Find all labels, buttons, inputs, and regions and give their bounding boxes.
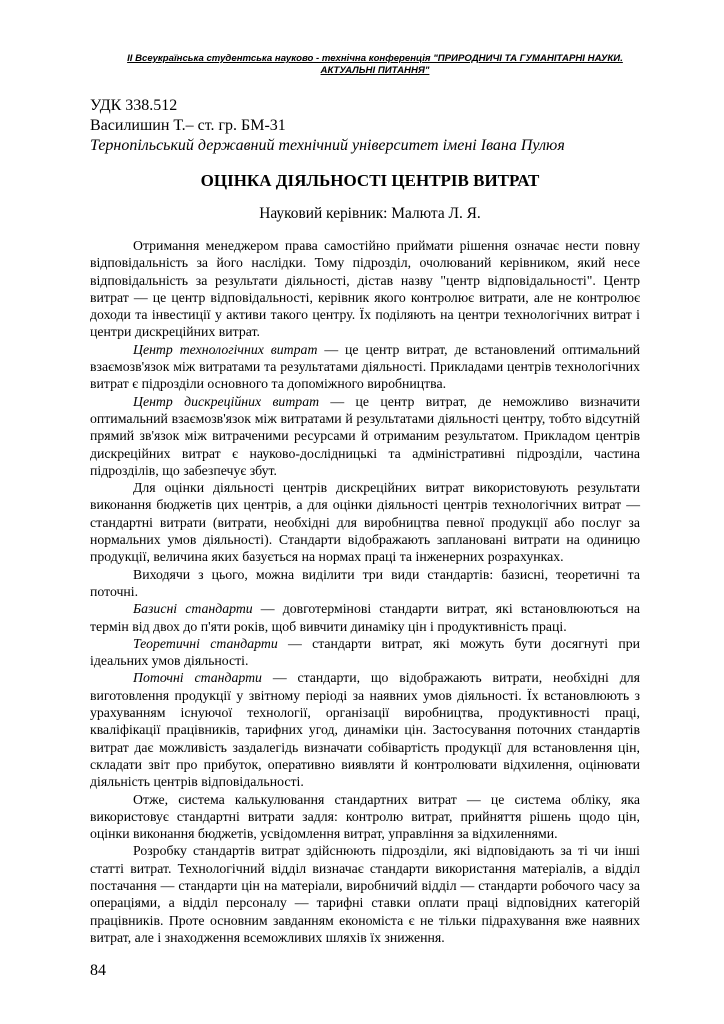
paragraph (90, 393, 640, 479)
paragraph (90, 842, 640, 946)
university-line: Тернопільський державний технічний університет імені Івана Пулюя (90, 137, 565, 154)
page-number: 84 (90, 962, 106, 979)
paragraph-lead: Поточні стандарти (133, 670, 262, 686)
paragraph-text: — довготермінові стандарти витрат, які встановлюються на термін від двох до п'яти років, щоб вивчити динаміку цін і продуктивність праці. (90, 601, 640, 634)
article-meta (90, 96, 650, 156)
udc-code: УДК 338.512 (90, 97, 178, 114)
paragraph (90, 237, 640, 341)
paragraph (90, 600, 640, 635)
paragraph-text: Отримання менеджером права самостійно приймати рішення означає нести повну відповідальність за його наслідки. Тому підрозділ, очолюваний керівником, який несе відповідальність за результати діяльності, дістав назву "центр відповідальності". Центр витрат — це центр відповідальності, керівник якого контролює витрати, але не контролює доходи та інвестиції у активи такого центру. Їх поділяють на центри технологічних витрат і центри дискреційних витрат. (90, 238, 640, 340)
conference-header (90, 53, 660, 77)
paragraph (90, 791, 640, 843)
paragraph (90, 669, 640, 790)
paragraph-lead: Теоретичні стандарти (133, 635, 278, 651)
paragraph-lead: Центр технологічних витрат (133, 341, 318, 357)
paragraph (90, 566, 640, 601)
paragraph-text: — стандарти витрат, які можуть бути досягнуті при ідеальних умов діяльності. (90, 635, 640, 669)
paragraph-text: Отже, система калькулювання стандартних витрат — це система обліку, яка використовує стандартні витрати задля: контролю витрат, прийняття рішень щодо цін, оцінки виконання бюджетів, усвідомлення витрат, управління за відхиленнями. (90, 791, 640, 842)
paragraph-lead: Базисні стандарти (133, 601, 253, 617)
paragraph-lead: Центр дискреційних витрат (133, 393, 320, 409)
paragraph-text: Виходячи з цього, можна виділити три види стандартів: базисні, теоретичні та поточні. (90, 566, 640, 599)
author-line: Василишин Т.– ст. гр. БМ-31 (90, 117, 286, 134)
paragraph (90, 341, 640, 393)
article-body (90, 237, 640, 946)
paragraph (90, 479, 640, 565)
conference-header-line-1: II Всеукраїнська студентська науково - технічна конференція "ПРИРОДНИЧІ ТА ГУМАНІТАРНІ НАУКИ. (127, 53, 623, 64)
paragraph-text: — це центр витрат, де неможливо визначити оптимальний взаємозв'язок між витратами й результатами діяльності центру, тобто відсутній прямий зв'язок між витраченими ресурсами й отриманим результатом. Прикладом центрів дискреційних витрат є науково-дослідницькі та адміністративні підрозділи, частина підрозділів, що забезпечує збут. (90, 393, 641, 478)
paragraph-text: Розробку стандартів витрат здійснюють підрозділи, які відповідають за ті чи інші статті витрат. Технологічний відділ визначає стандарти використання матеріалів, а відділ постачання — стандарти цін на матеріали, виробничий відділ — стандарти робочого часу за операціями, а відділ персоналу — тарифні ставки оплати праці відповідних категорій працівників. Проте основним завданням економіста є не тільки підрахування вже наявних витрат, але і знаходження всеможливих шляхів їх зниження. (90, 843, 640, 945)
paragraph (90, 635, 640, 670)
paragraph-text: Для оцінки діяльності центрів дискреційних витрат використовують результати виконання бюджетів цих центрів, а для оцінки діяльності центрів технологічних витрат — стандартні витрати (витрати, необхідні для виробництва певної продукції або послуг за нормальних умов діяльності). Стандарти відображають заплановані витрати на одиницю продукції, величина яких базується на нормах праці та інженерних розрахунках. (90, 480, 640, 565)
conference-header-line-2: АКТУАЛЬНІ ПИТАННЯ" (320, 65, 430, 76)
article-title: ОЦІНКА ДІЯЛЬНОСТІ ЦЕНТРІВ ВИТРАТ (200, 171, 540, 190)
paragraph-text: — це центр витрат, де встановлений оптимальний взаємозв'язок між витратами та результатами діяльності. Прикладами центрів технологічних витрат є підрозділи основного та допоміжного виробництва. (90, 341, 641, 392)
supervisor-line: Науковий керівник: Малюта Л. Я. (259, 205, 481, 222)
paragraph-text: — стандарти, що відображають витрати, необхідні для виготовлення продукції у звітному періоді за наявних умов діяльності. Їх встановлюють з урахуванням існуючої технології, організації виробництва, продуктивності праці, кваліфікації працівників, тарифних угод, динаміки цін. Застосування поточних стандартів витрат дає можливість заздалегідь визначати собівартість продукції для встановлення цін, складати звіт про прибуток, оперативно виявляти й контролювати відхилення, оцінювати діяльність центрів відповідальності. (90, 670, 641, 790)
